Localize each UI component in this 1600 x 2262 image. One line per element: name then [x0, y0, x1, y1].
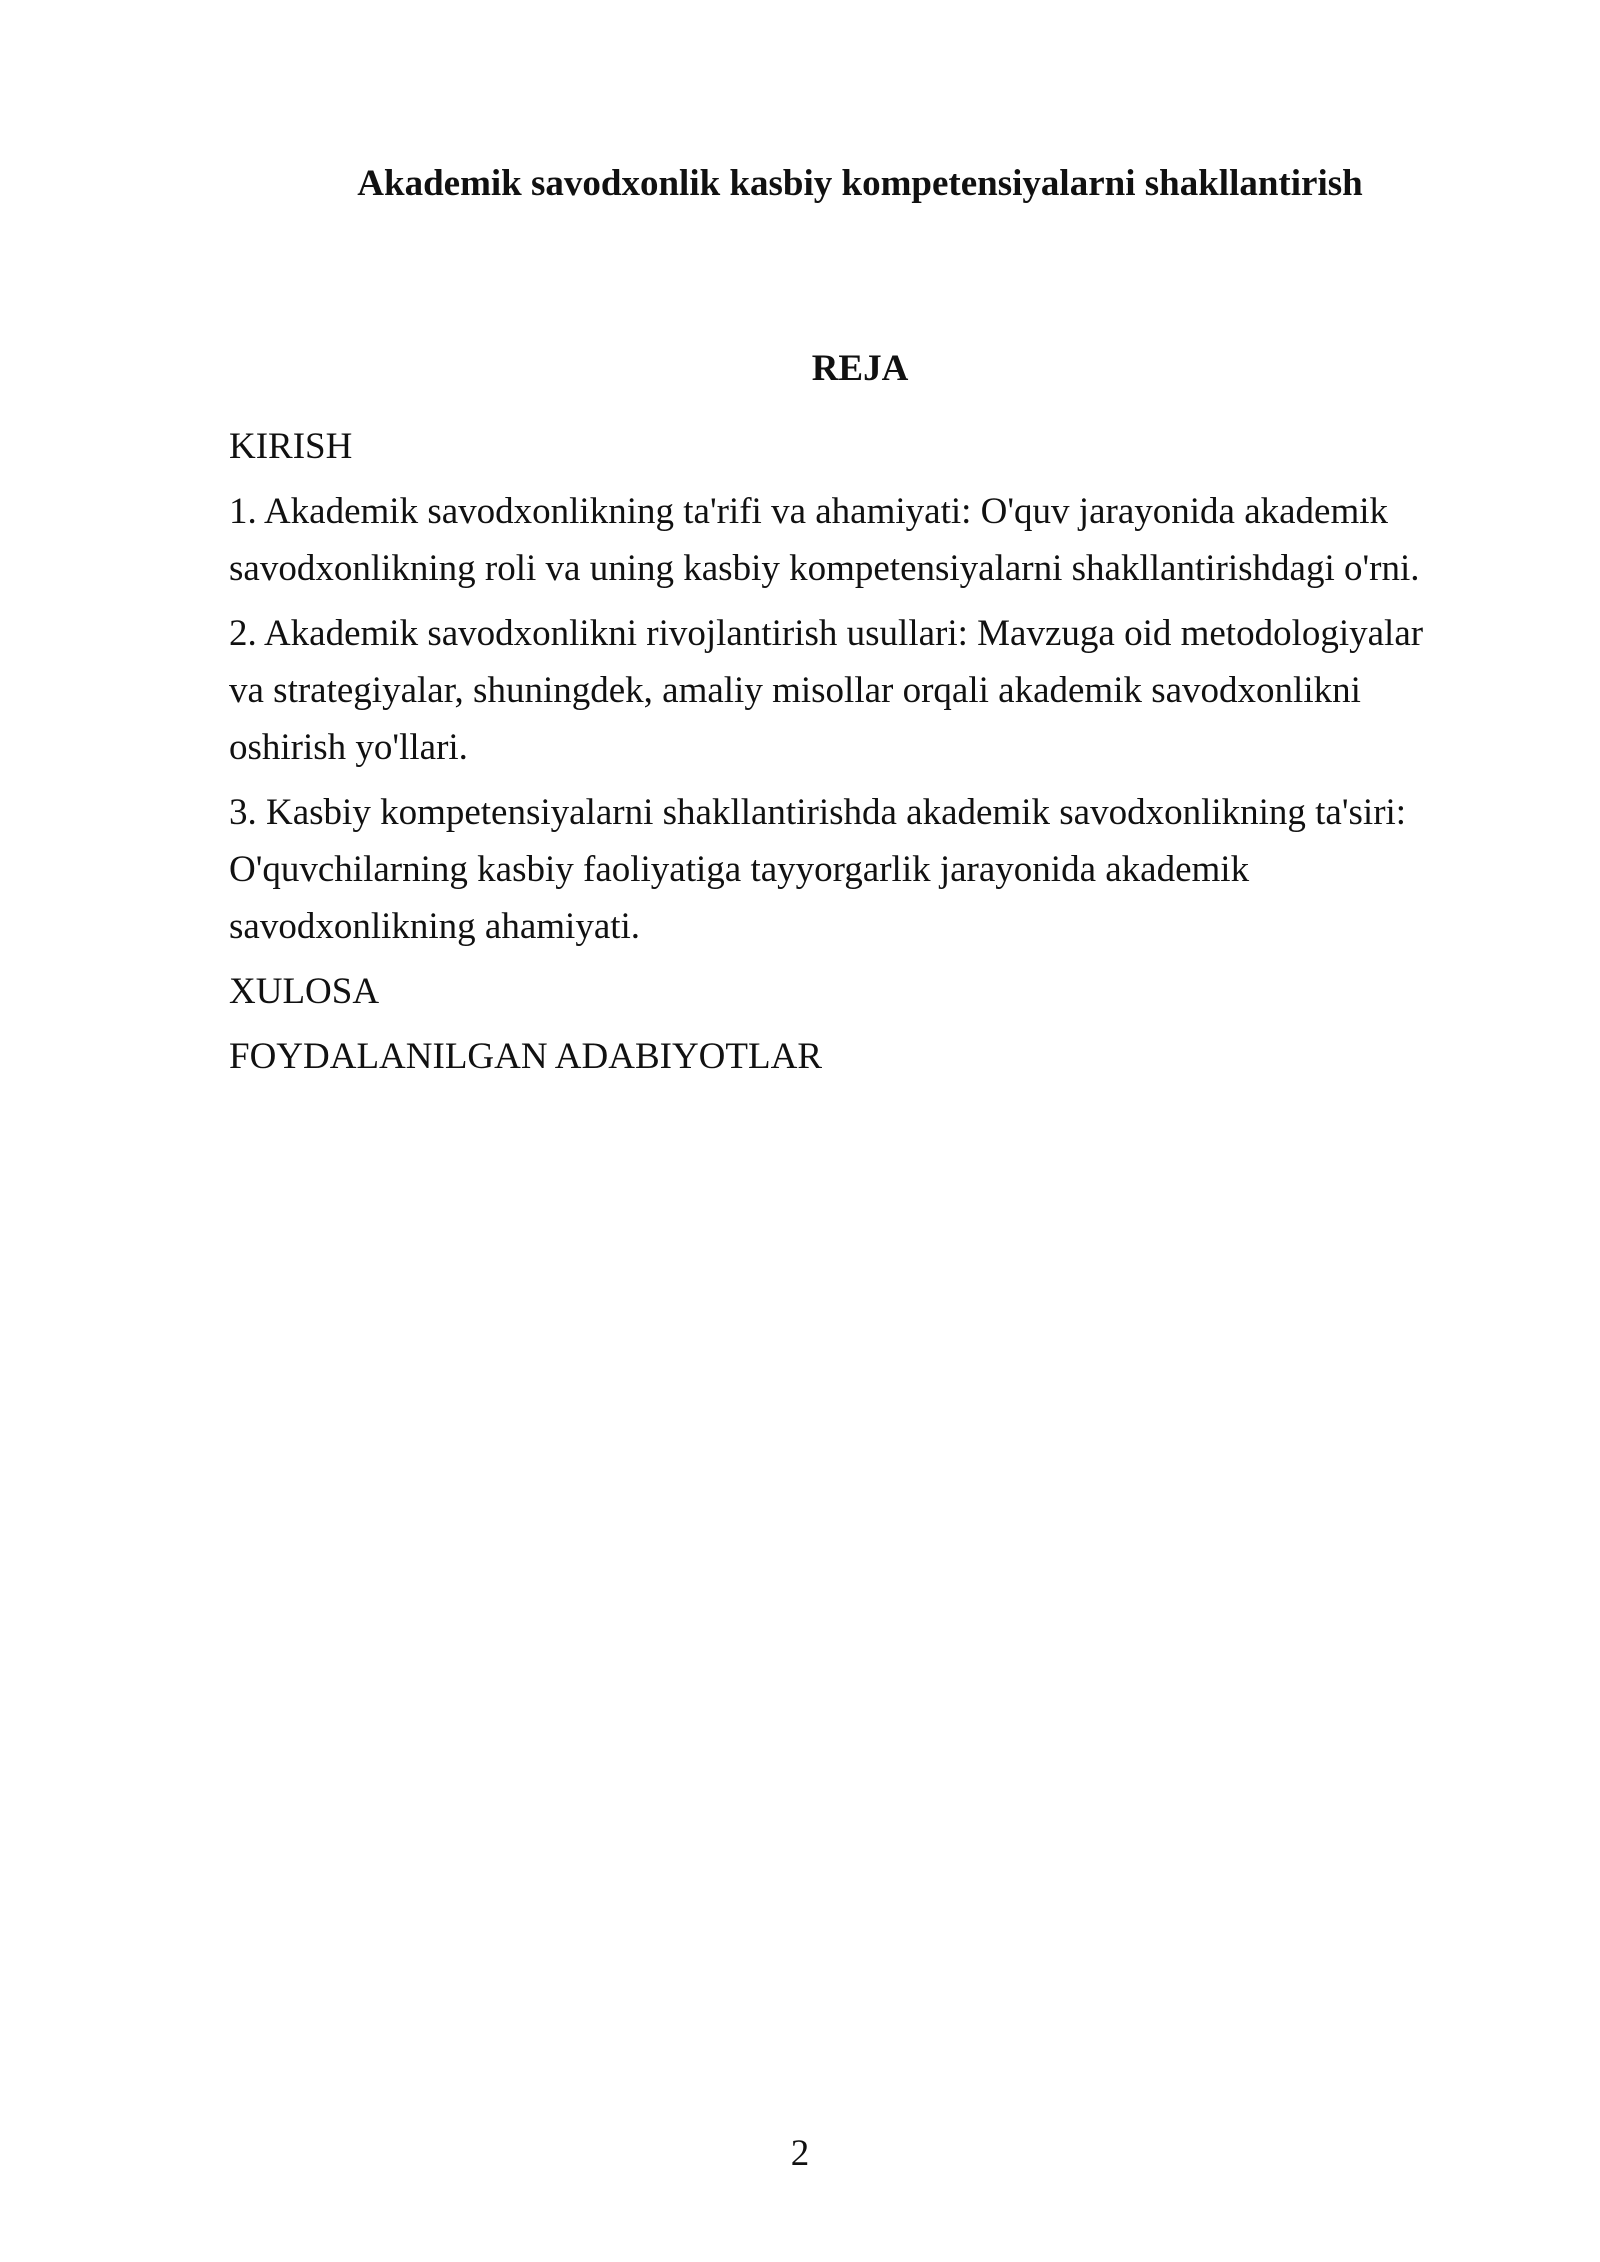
page-number: 2	[790, 2133, 810, 2174]
plan-item-line: va strategiyalar, shuningdek, amaliy misollar orqali akademik savodxonlikni	[229, 670, 1361, 711]
plan-item-line: 1. Akademik savodxonlikning ta'rifi va ahamiyati: O'quv jarayonida akademik	[229, 491, 1389, 532]
plan-item-line: 2. Akademik savodxonlikni rivojlantirish usullari: Mavzuga oid metodologiyalar	[229, 613, 1424, 654]
plan-item-2	[229, 605, 1469, 776]
plan-item-1	[229, 483, 1469, 597]
plan-item-line: savodxonlikning ahamiyati.	[229, 906, 641, 947]
plan-item-line: 3. Kasbiy kompetensiyalarni shakllantirishda akademik savodxonlikning ta'siri:	[229, 792, 1407, 833]
plan-item-conclusion	[229, 963, 1469, 1020]
plan-item-line: O'quvchilarning kasbiy faoliyatiga tayyorgarlik jarayonida akademik	[229, 849, 1250, 890]
plan-item-references	[229, 1028, 1469, 1085]
plan-item-3	[229, 784, 1469, 955]
plan-item-introduction	[229, 418, 1469, 475]
plan-item-line: savodxonlikning roli va uning kasbiy kompetensiyalarni shakllantirishdagi o'rni.	[229, 548, 1420, 589]
plan-item-line: XULOSA	[229, 971, 380, 1012]
document-title: Akademik savodxonlik kasbiy kompetensiyalarni shakllantirish	[357, 163, 1363, 204]
plan-item-line: oshirish yo'llari.	[229, 727, 468, 768]
plan-list	[229, 418, 1469, 1093]
plan-item-line: FOYDALANILGAN ADABIYOTLAR	[229, 1036, 822, 1077]
plan-heading: REJA	[811, 348, 909, 389]
plan-item-line: KIRISH	[229, 426, 353, 467]
